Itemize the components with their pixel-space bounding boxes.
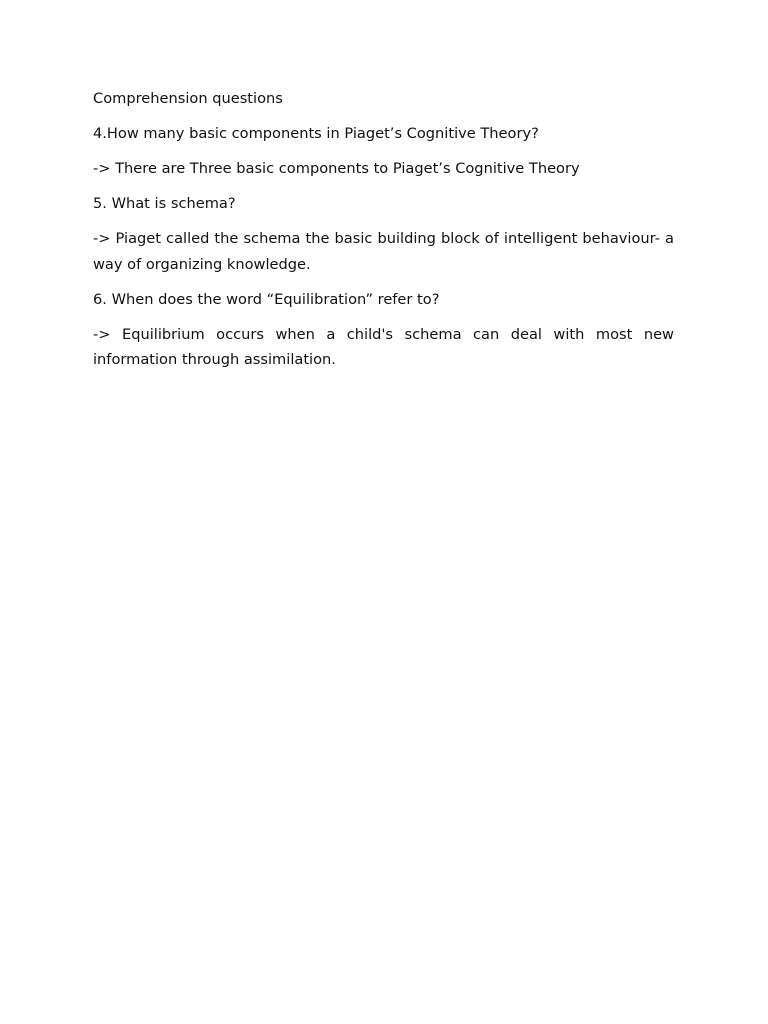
answer-6: -> Equilibrium occurs when a child's schema can deal with most new information through assimilation. [93,325,674,368]
document-heading: Comprehension questions [93,90,283,107]
question-4: 4.How many basic components in Piaget’s Cognitive Theory? [93,125,539,142]
answer-4: -> There are Three basic components to Piaget’s Cognitive Theory [93,160,580,177]
answer-5: -> Piaget called the schema the basic building block of intelligent behaviour- a way of organizing knowledge. [93,230,674,273]
question-6: 6. When does the word “Equilibration” refer to? [93,290,440,308]
question-5: 5. What is schema? [93,195,236,212]
document-body [93,86,674,382]
